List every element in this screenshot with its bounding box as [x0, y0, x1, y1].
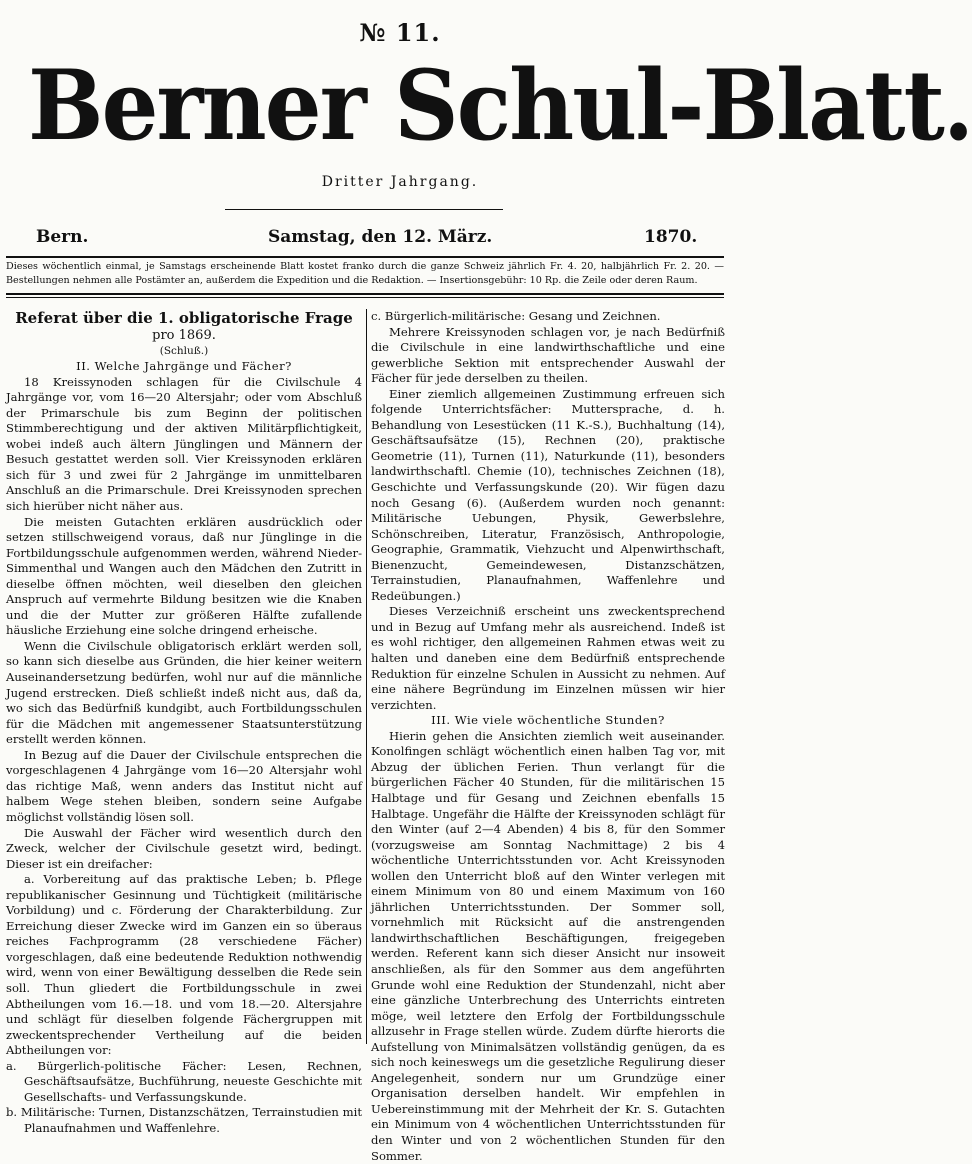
right-column — [371, 309, 725, 1164]
paragraph: Dieses Verzeichniß erscheint uns zweckentsprechend und in Bezug auf Umfang mehr als ausreichend. Indeß ist es wohl richtiger, den allgemeinen Rahmen etwas weit zu halten und daneben eine dem Bedürfniß entsprechende Reduktion für einzelne Schulen in Aussicht zu nehmen. Auf eine nähere Begründung im Einzelnen müssen wir hier verzichten. — [371, 604, 725, 712]
masthead-title: Berner Schul-Blatt. — [28, 49, 972, 162]
paragraph: In Bezug auf die Dauer der Civilschule entsprechen die vorgeschlagenen 4 Jahrgänge vom 16—20 Altersjahr wohl das richtige Maß, wenn anders das Institut nicht auf halbem Wege stehen bleiben, sondern seine Aufgabe möglichst vollständig lösen soll. — [6, 747, 362, 824]
paragraph: Mehrere Kreissynoden schlagen vor, je nach Bedürfniß die Civilschule in eine landwirthschaftliche und eine gewerbliche Sektion mit entsprechender Auswahl der Fächer für jede derselben zu theilen. — [371, 324, 725, 386]
list-item: a. Bürgerlich-politische Fächer: Lesen, Rechnen, Geschäftsaufsätze, Buchführung, neueste Geschichte mit Gesellschafts- und Verfassungskunde. — [6, 1058, 362, 1104]
column-divider — [366, 309, 367, 1044]
date: Samstag, den 12. März. — [268, 227, 493, 247]
notice-rule-bottom — [6, 293, 724, 295]
paragraph: 18 Kreissynoden schlagen für die Civilschule 4 Jahrgänge vor, vom 16—20 Altersjahr; oder vom Abschluß der Primarschule bis zum Beginn der politischen Stimmberechtigung und der aktiven Militärpflichtigkeit, wobei indeß auch ältern Jünglingen und Männern der Besuch gestattet werden soll. Vier Kreissynoden erklären sich für 3 und zwei für 2 Jahrgänge im unmittelbaren Anschluß an die Primarschule. Drei Kreissynoden sprechen sich hierüber nicht näher aus. — [6, 374, 362, 514]
continuation-note: (Schluß.) — [159, 344, 209, 357]
paragraph: Hierin gehen die Ansichten ziemlich weit auseinander. Konolfingen schlägt wöchentlich einen halben Tag vor, mit Abzug der üblichen Ferien. Thun verlangt für die bürgerlichen Fächer 40 Stunden, für die militärischen 15 Halbtage und für Gesang und Zeichnen ebenfalls 15 Halbtage. Ungefähr die Hälfte der Kreissynoden schlägt für den Winter (auf 2—4 Abenden) 4 bis 8, für den Sommer (vorzugsweise am Sonntag Nachmittage) 2 bis 4 wöchentliche Unterrichtsstunden vor. Acht Kreissynoden wollen den Unterricht bloß auf den Winter verlegen mit einem Minimum von 80 und einem Maximum von 160 jährlichen Unterrichtsstunden. Der Sommer soll, vornehmlich mit Rücksicht auf die anstrengenden landwirthschaftlichen Beschäftigungen, freigegeben werden. Referent kann sich dieser Ansicht nur insoweit anschließen, als für den Sommer aus dem angeführten Grunde wohl eine Reduktion der Stundenzahl, nicht aber eine gänzliche Unterbrechung des Unterrichts eintreten möge, weil letztere den Erfolg der Fortbildungsschule allzusehr in Frage stellen würde. Zudem dürfte hierorts die Aufstellung von Minimalsätzen vollständig genügen, da es sich noch keineswegs um die gesetzliche Regulirung dieser Angelegenheit, sondern nur um Grundzüge einer Organisation derselben handelt. Wir empfehlen in Uebereinstimmung mit der Mehrheit der Kr. S. Gutachten ein Minimum von 4 wöchentlichen Unterrichtsstunden für den Winter und von 2 wöchentlichen Stunden für den Sommer. — [371, 728, 725, 1163]
list-item: b. Militärische: Turnen, Distanzschätzen, Terrainstudien mit Planaufnahmen und Waffenlehre. — [6, 1105, 362, 1135]
place: Bern. — [36, 227, 89, 247]
paragraph: a. Vorbereitung auf das praktische Leben; b. Pflege republikanischer Gesinnung und Tüchtigkeit (militärische Vorbildung) und c. Förderung der Charakterbildung. Zur Erreichung dieser Zwecke wird im Ganzen ein so überaus reiches Fachprogramm (28 verschiedene Fächer) vorgeschlagen, daß eine bedeutende Reduktion nothwendig wird, wenn von einer Bewältigung desselben die Rede sein soll. Thun gliedert die Fortbildungsschule in zwei Abtheilungen vom 16.—18. und vom 18.—20. Altersjahre und schlägt für dieselben folgende Fächergruppen mit zweckentsprechender Vertheilung auf die beiden Abtheilungen vor: — [6, 872, 362, 1058]
section-heading-2: II. Welche Jahrgänge und Fächer? — [76, 359, 292, 374]
title-rule — [225, 209, 503, 210]
volume-label: Dritter Jahrgang. — [321, 174, 479, 190]
list-item: c. Bürgerlich-militärische: Gesang und Zeichnen. — [371, 309, 661, 323]
section-heading-3: III. Wie viele wöchentliche Stunden? — [431, 713, 665, 728]
paragraph: Die Auswahl der Fächer wird wesentlich durch den Zweck, welcher der Civilschule gesetzt wird, bedingt. Dieser ist ein dreifacher: — [6, 825, 362, 871]
paragraph: Einer ziemlich allgemeinen Zustimmung erfreuen sich folgende Unterrichtsfächer: Muttersprache, d. h. Behandlung von Lesestücken (11 K.-S.), Buchhaltung (14), Geschäftsaufsätze (15), Rechnen (20), praktische Geometrie (11), Turnen (11), Naturkunde (11), besonders landwirthschaftl. Chemie (10), technisches Zeichnen (18), Geschichte und Verfassungskunde (20). Wir fügen dazu noch Gesang (6). (Außerdem wurden noch genannt: Militärische Uebungen, Physik, Gewerbslehre, Schönschreiben, Literatur, Französisch, Anthropologie, Geographie, Grammatik, Viehzucht und Alpenwirthschaft, Bienenzucht, Gemeindewesen, Distanzschätzen, Terrainstudien, Planaufnahmen, Waffenlehre und Redeübungen.) — [371, 386, 725, 603]
notice-rule-bottom-thin — [6, 297, 724, 298]
year: 1870. — [644, 227, 698, 247]
paragraph: Die meisten Gutachten erklären ausdrücklich oder setzen stillschweigend voraus, daß nur Jünglinge in die Fortbildungsschule aufgenommen werden, während Nieder-Simmenthal und Wangen auch den Mädchen den Zutritt in dieselbe öffnen möchten, weil dieselben den gleichen Anspruch auf vermehrte Bildung besitzen wie die Knaben und die der Mutter zur größeren Hälfte zufallende häusliche Erziehung eine solche dringend erheische. — [6, 514, 362, 638]
paragraph: Wenn die Civilschule obligatorisch erklärt werden soll, so kann sich dieselbe aus Gründen, die hier keiner weitern Auseinandersetzung bedürfen, wohl nur auf die männliche Jugend erstrecken. Dieß schließt indeß nicht aus, daß da, wo sich das Bedürfniß kundgibt, auch Fortbildungsschulen für die Mädchen mit angemessener Staatsunterstützung erstellt werden können. — [6, 638, 362, 747]
subscription-notice: Dieses wöchentlich einmal, je Samstags erscheinende Blatt kostet franko durch die ganze Schweiz jährlich Fr. 4. 20, halbjährlich Fr. 2. 20. — Bestellungen nehmen alle Postämter an, außerdem die Expedition und die Redaktion. — Insertionsgebühr: 10 Rp. die Zeile oder deren Raum. — [6, 261, 724, 286]
issue-number: № 11. — [359, 18, 441, 47]
left-column — [6, 309, 362, 1136]
article-subtitle: pro 1869. — [152, 328, 216, 343]
article-title: Referat über die 1. obligatorische Frage — [15, 309, 353, 327]
notice-rule-top — [6, 256, 724, 258]
